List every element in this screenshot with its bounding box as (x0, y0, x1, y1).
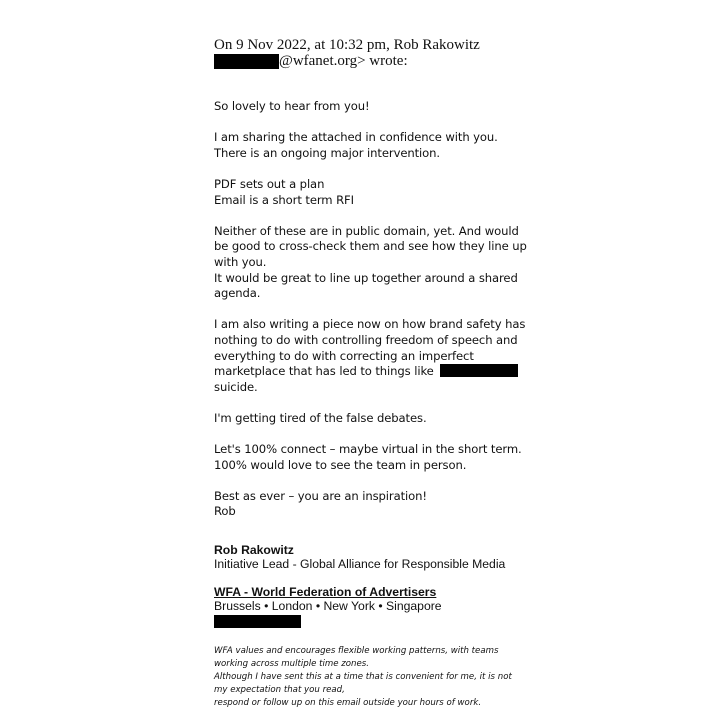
body-line: I'm getting tired of the false debates. (214, 410, 427, 425)
paragraph-public-domain (214, 223, 527, 302)
body-line: I am sharing the attached in confidence with you. (214, 130, 498, 145)
body-line: nothing to do with controlling freedom of speech and (214, 332, 518, 347)
greeting-paragraph (214, 99, 524, 115)
signature-name: Rob Rakowitz (214, 543, 294, 557)
body-line: everything to do with correcting an imperfect (214, 348, 474, 363)
reply-header-email-line (214, 53, 480, 69)
disclaimer-line: WFA values and encourages flexible working patterns, with teams (214, 646, 499, 656)
signature-contact-redacted (214, 614, 505, 631)
redaction-box (440, 364, 518, 377)
body-line: It would be great to line up together around a shared (214, 270, 518, 285)
reply-header-line: On 9 Nov 2022, at 10:32 pm, Rob Rakowitz (214, 37, 480, 53)
paragraph-connect (214, 442, 524, 473)
body-line: agenda. (214, 286, 261, 301)
email-body (214, 99, 527, 536)
body-line: Email is a short term RFI (214, 192, 354, 207)
body-line: There is an ongoing major intervention. (214, 145, 440, 160)
redaction-box (214, 615, 301, 628)
body-line: with you. (214, 254, 267, 269)
paragraph-attachments (214, 177, 524, 208)
signature-cities: Brussels • London • New York • Singapore (214, 599, 442, 614)
disclaimer-line: my expectation that you read, (214, 685, 345, 695)
body-line: I am also writing a piece now on how brand safety has (214, 317, 526, 332)
body-line-text: marketplace that has led to things like (214, 364, 434, 379)
paragraph-sharing (214, 130, 524, 161)
email-signature (214, 543, 505, 631)
body-line: suicide. (214, 379, 258, 394)
working-hours-disclaimer (214, 645, 534, 710)
disclaimer-line: Although I have sent this at a time that is convenient for me, it is not (214, 672, 512, 682)
paragraph-brand-safety (214, 317, 524, 395)
body-line: So lovely to hear from you! (214, 99, 370, 113)
body-line: PDF sets out a plan (214, 176, 325, 191)
closing-paragraph (214, 489, 524, 520)
body-line-with-redaction (214, 364, 524, 380)
reply-header-email-suffix: @wfanet.org> wrote: (279, 53, 408, 69)
disclaimer-line: respond or follow up on this email outside your hours of work. (214, 698, 482, 708)
body-line: Neither of these are in public domain, yet. And would (214, 223, 519, 238)
disclaimer-line: working across multiple time zones. (214, 659, 369, 669)
body-line: Best as ever – you are an inspiration! (214, 488, 427, 503)
body-line: Let's 100% connect – maybe virtual in the short term. (214, 442, 522, 457)
signature-role: Initiative Lead - Global Alliance for Responsible Media (214, 557, 506, 572)
paragraph-debates (214, 411, 524, 427)
reply-header (214, 37, 480, 69)
redaction-box (214, 54, 279, 69)
signature-org: WFA - World Federation of Advertisers (214, 584, 437, 599)
sender-first-name: Rob (214, 504, 236, 519)
body-line: 100% would love to see the team in person. (214, 457, 467, 472)
body-line: be good to cross-check them and see how they line up (214, 239, 527, 254)
